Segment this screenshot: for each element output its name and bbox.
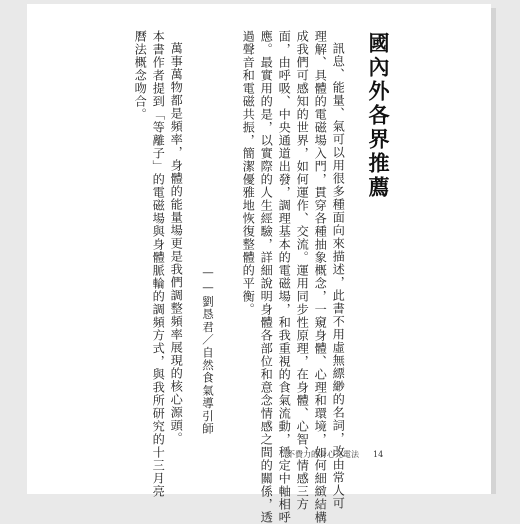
text-column-4: 面，由呼吸、中央通道出發，調理基本的電磁場，和我重視的食氣流動，穩定中軸相呼 [277, 30, 292, 524]
page-edge-shadow [491, 8, 496, 494]
text-column-3: 成我們可感知的世界，如何運作、交流。運用同步性原理，在身體、心智、情感三方 [295, 30, 310, 511]
text-column-11: 本書作者提到「等離子」的電磁場與身體脈輪的調頻方式，與我所研究的十三月亮 [151, 30, 166, 498]
text-column-5: 應。最實用的是，以實際的人生經驗，詳細說明身體各部位和意念情感之間的關係，透 [259, 30, 274, 524]
page-number: 14 [373, 450, 384, 459]
section-title: 國內外各界推薦 [366, 32, 391, 200]
text-column-2: 理解、具體的電磁場入門，貫穿各種抽象概念，一窺身體、心理和環境，如何細緻結構 [313, 30, 328, 524]
text-column-10: 萬事萬物都是頻率，身體的能量場更是我們調整頻率展現的核心源頭。 [169, 42, 184, 445]
text-column-1: 訊息、能量、氣可以用很多種面向來描述，此書不用虛無縹緲的名詞，改由常人可 [331, 42, 346, 510]
text-column-12: 曆法概念吻合。 [133, 30, 148, 121]
signature: ——劉恳君／自然食氣導引師 [201, 265, 215, 436]
page-footer [287, 449, 383, 460]
text-column-6: 過聲音和電磁共振，簡潔優雅地恢復整體的平衡。 [241, 30, 256, 316]
running-title: 不費力的身心充電法 [287, 450, 359, 459]
